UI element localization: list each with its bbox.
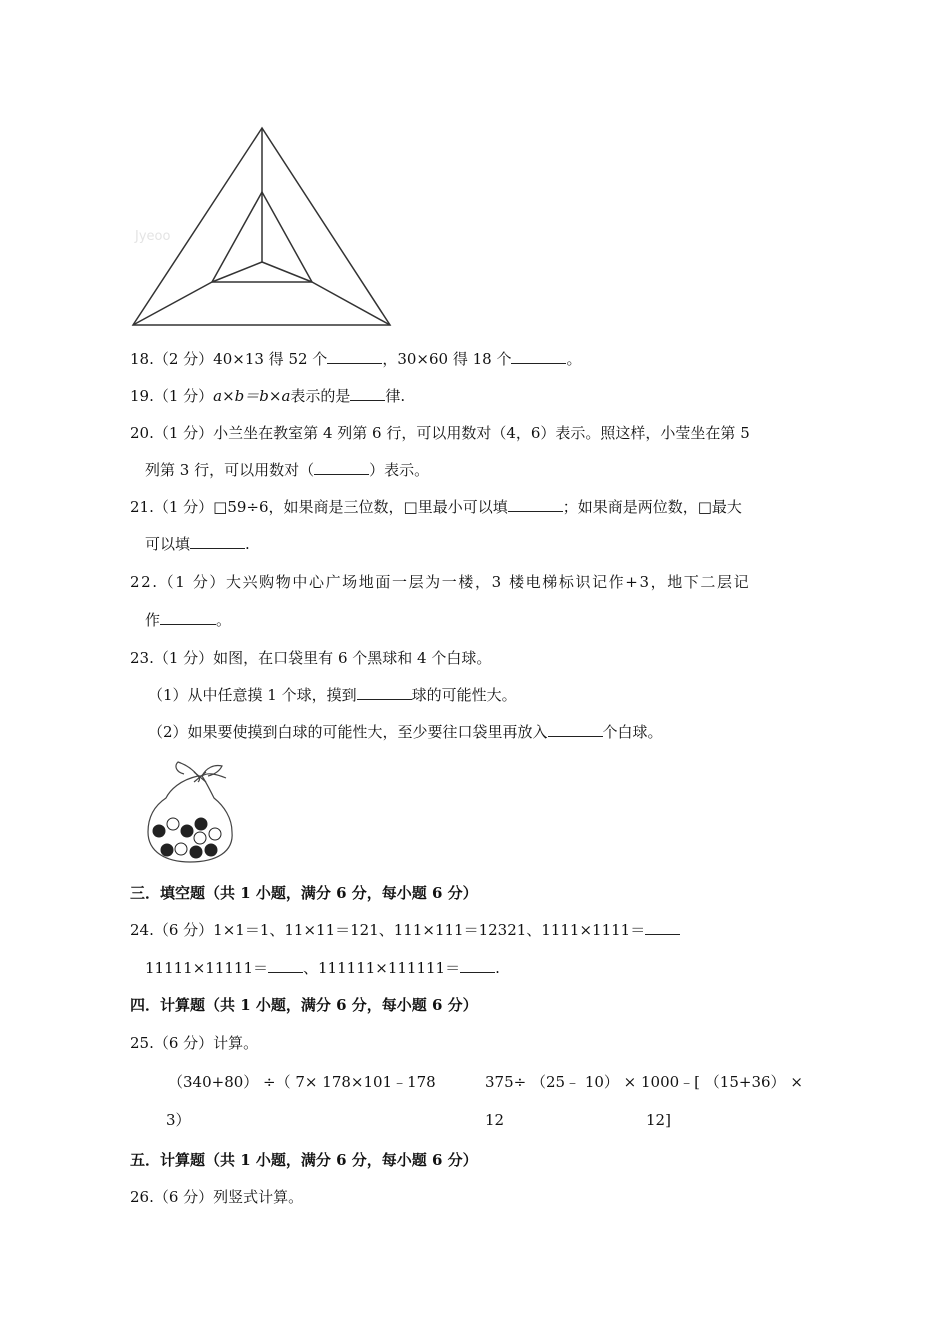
- expression-2-line2b: 12]: [646, 1111, 671, 1129]
- triangle-figure: [125, 120, 400, 332]
- section-4-title: 四．计算题（共 1 小题，满分 6 分，每小题 6 分）: [130, 996, 478, 1014]
- question-18: 18.（2 分）40×13 得 52 个 ，30×60 得 18 个 。: [130, 350, 582, 368]
- answer-blank[interactable]: [190, 534, 245, 549]
- expression-2-line2a: 12: [485, 1111, 505, 1129]
- answer-blank[interactable]: [511, 349, 566, 364]
- expression-1-line2: 3）: [166, 1111, 191, 1129]
- question-22-line1: 22.（1 分）大兴购物中心广场地面一层为一楼，3 楼电梯标识记作+3，地下二层记: [130, 573, 751, 591]
- question-24-line1: 24.（6 分）1×1＝1、11×11＝121、111×111＝12321、1111×1111＝: [130, 920, 680, 940]
- watermark: Jyeoo: [135, 229, 171, 244]
- question-20-line2: 列第 3 行，可以用数对（ ）表示。: [145, 461, 430, 479]
- expression-2-line1: 375÷ （25﹣ 10） × 1000﹣[ （15+36） ×: [485, 1073, 803, 1091]
- answer-blank[interactable]: [314, 460, 369, 475]
- answer-blank[interactable]: [508, 497, 563, 512]
- question-24-line2: 11111×11111＝ 、111111×111111＝ .: [145, 959, 500, 977]
- question-19: 19.（1 分）a×b＝b×a表示的是 律.: [130, 387, 406, 405]
- ball-bag-figure: [140, 756, 240, 866]
- section-3-title: 三．填空题（共 1 小题，满分 6 分，每小题 6 分）: [130, 884, 478, 902]
- question-23: 23.（1 分）如图，在口袋里有 6 个黑球和 4 个白球。: [130, 649, 492, 667]
- question-21-line2: 可以填 .: [145, 535, 250, 553]
- answer-blank[interactable]: [327, 349, 382, 364]
- answer-blank[interactable]: [160, 610, 216, 625]
- question-26: 26.（6 分）列竖式计算。: [130, 1188, 304, 1206]
- answer-blank[interactable]: [268, 958, 303, 973]
- question-23-sub1: （1）从中任意摸 1 个球，摸到 球的可能性大。: [148, 686, 517, 704]
- section-5-title: 五．计算题（共 1 小题，满分 6 分，每小题 6 分）: [130, 1151, 478, 1169]
- question-23-sub2: （2）如果要使摸到白球的可能性大，至少要往口袋里再放入 个白球。: [148, 723, 663, 741]
- answer-blank[interactable]: [357, 685, 412, 700]
- answer-blank[interactable]: [645, 920, 680, 935]
- question-21-line1: 21.（1 分）□59÷6，如果商是三位数，□里最小可以填 ；如果商是两位数，□最大: [130, 498, 742, 516]
- question-25: 25.（6 分）计算。: [130, 1034, 259, 1052]
- question-22-line2: 作 。: [145, 611, 232, 629]
- answer-blank[interactable]: [460, 958, 495, 973]
- answer-blank[interactable]: [548, 722, 603, 737]
- question-20-line1: 20.（1 分）小兰坐在教室第 4 列第 6 行，可以用数对（4，6）表示。照这样，小莹坐在第 5: [130, 424, 750, 442]
- answer-blank[interactable]: [350, 386, 385, 401]
- expression-1-line1: （340+80） ÷（ 7× 178×101﹣178: [168, 1073, 436, 1091]
